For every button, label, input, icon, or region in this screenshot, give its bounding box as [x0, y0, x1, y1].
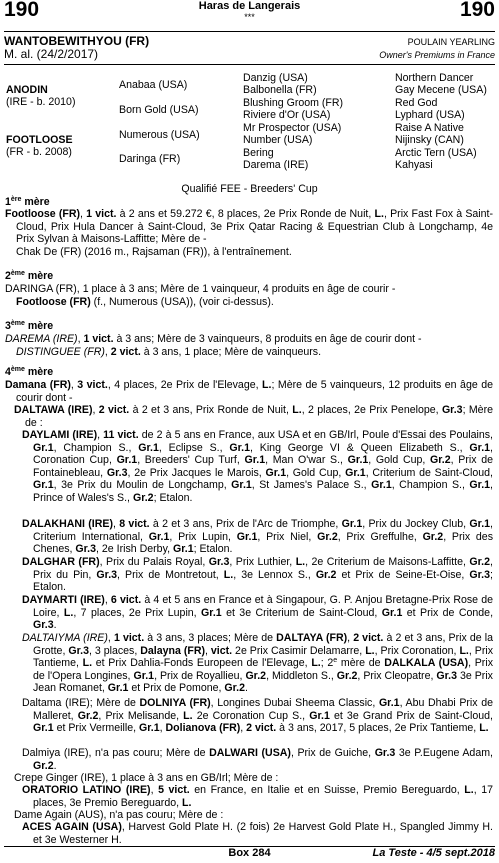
pedigree-gen3-4: Riviere d'Or (USA): [243, 109, 331, 121]
pedigree-gen4-4: Lyphard (USA): [395, 109, 465, 121]
sale-name: La Teste - 4/5 sept.2018: [372, 847, 495, 859]
fourth-dam-heading: 4ème mère: [5, 366, 54, 378]
daltaiyma-entry: DALTAIYMA (IRE), 1 vict. à 3 ans, 3 places; Mère de DALTAYA (FR), 2 vict. à 2 et 3 ans, Prix de la Grotte, Gr.3, 3 places, Dalayna (FR), vict. 2e Prix Casimir Delamarre, L., Prix Coronation, L., Prix Tantieme, L. et Prix Dahlia-Fonds Europeen de l'Elevage, L.; 2e mère de DALKALA (USA), Prix de l'Opera Longines, Gr.1, Prix de Royallieu, Gr.2, Middleton S., Gr.2, Prix Cleopatre, Gr.3 3e Prix Jean Romanet, Gr.1 et Prix de Pomone, Gr.2.: [22, 632, 493, 695]
horse-name: WANTOBEWITHYOU (FR): [4, 34, 150, 48]
pedigree-gen4-7: Arctic Tern (USA): [395, 147, 477, 159]
second-dam-text: DARINGA (FR), 1 place à 3 ans; Mère de 1 vainqueur, 4 produits en âge de courir - Footloose (FR) (f., Numerous (USA)), (voir ci-dessus).: [5, 283, 396, 308]
fourth-dam-text: Damana (FR), 3 vict., 4 places, 2e Prix de l'Elevage, L.; Mère de 5 vainqueurs, 12 produits en âge de courir dont -: [5, 379, 493, 404]
dalghar-entry: DALGHAR (FR), Prix du Palais Royal, Gr.3, Prix Luthier, L., 2e Criterium de Maisons-Laffitte, Gr.2, Prix du Pin, Gr.3, Prix de Montretout, L., 3e Lennox S., Gr.2 et Prix de Seine-Et-Oise, Gr.3; Etalon.: [22, 556, 493, 594]
oratorio-latino-entry: ORATORIO LATINO (IRE), 5 vict. en France, en Italie et en Suisse, Premio Bereguardo, L., 17 places, 3e Premio Bereguardo, L.: [22, 784, 493, 809]
third-dam-heading: 3ème mère: [5, 320, 54, 332]
qualification-line: Qualifié FEE - Breeders' Cup: [181, 183, 318, 195]
pedigree-gen3-6: Number (USA): [243, 134, 313, 146]
sire-info: (IRE - b. 2010): [6, 96, 76, 108]
pedigree-gen4-6: Nijinsky (CAN): [395, 134, 464, 146]
pedigree-gen2-2: Born Gold (USA): [119, 104, 199, 116]
lot-number-right: 190: [459, 0, 495, 21]
pedigree-gen4-5: Raise A Native: [395, 122, 464, 134]
pedigree-gen2-4: Daringa (FR): [119, 153, 181, 165]
pedigree-gen4-2: Gay Mecene (USA): [395, 84, 487, 96]
pedigree-gen2-3: Numerous (USA): [119, 129, 200, 141]
dalmiya-entry: Dalmiya (IRE), n'a pas couru; Mère de DALWARI (USA), Prix de Guiche, Gr.3 3e P.Eugene Adam, Gr.2.: [22, 747, 493, 772]
premium-label: Owner's Premiums in France: [379, 50, 495, 60]
header-rule: [4, 31, 495, 32]
pedigree-gen3-5: Mr Prospector (USA): [243, 122, 342, 134]
pedigree-gen4-1: Northern Dancer: [395, 72, 474, 84]
lot-number-left: 190: [4, 0, 40, 21]
crepe-ginger-entry: Crepe Ginger (IRE), 1 place à 3 ans en GB/Irl; Mère de :: [14, 772, 279, 784]
box-number: Box 284: [228, 847, 271, 859]
sire-name: ANODIN: [6, 84, 48, 96]
pedigree-gen3-8: Darema (IRE): [243, 159, 309, 171]
stars-rating: ***: [244, 12, 255, 22]
dam-info: (FR - b. 2008): [6, 146, 72, 158]
pedigree-gen3-3: Blushing Groom (FR): [243, 97, 344, 109]
dalakhani-entry: DALAKHANI (IRE), 8 vict. à 2 et 3 ans, Prix de l'Arc de Triomphe, Gr.1, Prix du Jockey Club, Gr.1, Criterium International, Gr.1, Prix Lupin, Gr.1, Prix Niel, Gr.2, Prix Greffulhe, Gr.2, Prix des Chenes, Gr.3, 2e Irish Derby, Gr.1; Etalon.: [22, 518, 493, 556]
daymarti-entry: DAYMARTI (IRE), 6 vict. à 4 et 5 ans en France et à Singapour, G. P. Anjou Bretagne-Prix Rose de Loire, L., 7 places, 2e Prix Lupin, Gr.1 et 3e Criterium de Saint-Cloud, Gr.1 et Prix de Conde, Gr.3.: [22, 594, 494, 632]
pedigree-gen3-1: Danzig (USA): [243, 72, 308, 84]
daltawa-entry: DALTAWA (IRE), 2 vict. à 2 et 3 ans, Prix Ronde de Nuit, L., 2 places, 2e Prix Penelope, Gr.3; Mère de :: [14, 404, 493, 429]
first-dam-text: Footloose (FR), 1 vict. à 2 ans et 59.272 €, 8 places, 2e Prix Ronde de Nuit, L., Prix Fast Fox à Saint-Cloud, Prix Hula Dancer à Saint-Cloud, 3e Prix Qatar Racing & Equestrian Club à Longchamp, 4e Prix Sylvan à Maisons-Laffitte; Mère de - Chak De (FR) (2016 m., Rajsaman (FR)), à l'entraînement.: [5, 208, 493, 258]
pedigree-gen3-7: Bering: [243, 147, 274, 159]
pedigree-gen2-1: Anabaa (USA): [119, 79, 188, 91]
daltama-entry: Daltama (IRE); Mère de DOLNIYA (FR), Longines Dubai Sheema Classic, Gr.1, Abu Dhabi Prix de Malleret, Gr.2, Prix Melisande, L. 2e Coronation Cup S., Gr.1 et 3e Grand Prix de Saint-Cloud, Gr.1 et Prix Vermeille, Gr.1, Dolianova (FR), 2 vict. à 3 ans, 2017, 5 places, 2e Prix Tantieme, L.: [22, 697, 493, 735]
aces-again-entry: ACES AGAIN (USA), Harvest Gold Plate H. (2 fois) 2e Harvest Gold Plate H., Spangled Jimmy H. et 3e Westerner H.: [22, 821, 493, 846]
second-dam-heading: 2ème mère: [5, 270, 54, 282]
pedigree-gen4-8: Kahyasi: [395, 159, 433, 171]
category-label: POULAIN YEARLING: [407, 37, 495, 47]
pedigree-top-rule: [4, 64, 495, 65]
sex-and-birthdate: M. al. (24/2/2017): [4, 47, 99, 61]
consignor-name: Haras de Langerais: [198, 0, 301, 12]
pedigree-gen3-2: Balbonella (FR): [243, 84, 317, 96]
dame-again-entry: Dame Again (AUS), n'a pas couru; Mère de :: [14, 809, 224, 821]
daylami-entry: DAYLAMI (IRE), 11 vict. de 2 à 5 ans en France, aux USA et en GB/Irl, Poule d'Essai des Poulains, Gr.1, Champion S., Gr.1, Eclipse S., Gr.1, King George VI & Queen Elizabeth S., Gr.1, Coronation Cup, Gr.1, Breeders' Cup Turf, Gr.1, Man O'war S., Gr.1, Gold Cup, Gr.2, Prix de Fontainebleau, Gr.3, 2e Prix Jacques le Marois, Gr.1, Gold Cup, Gr.1, Criterium de Saint-Cloud, Gr.1, 3e Prix du Moulin de Longchamp, Gr.1, St James's Palace S., Gr.1, Champion S., Gr.1, Prince of Wales's S., Gr.2; Etalon.: [22, 429, 493, 504]
first-dam-heading: 1ère mère: [5, 196, 50, 208]
pedigree-gen4-3: Red God: [395, 97, 438, 109]
third-dam-text: DAREMA (IRE), 1 vict. à 3 ans; Mère de 3 vainqueurs, 8 produits en âge de courir dont - DISTINGUEE (FR), 2 vict. à 3 ans, 1 place; Mère de vainqueurs.: [5, 333, 422, 358]
dam-name: FOOTLOOSE: [6, 134, 73, 146]
